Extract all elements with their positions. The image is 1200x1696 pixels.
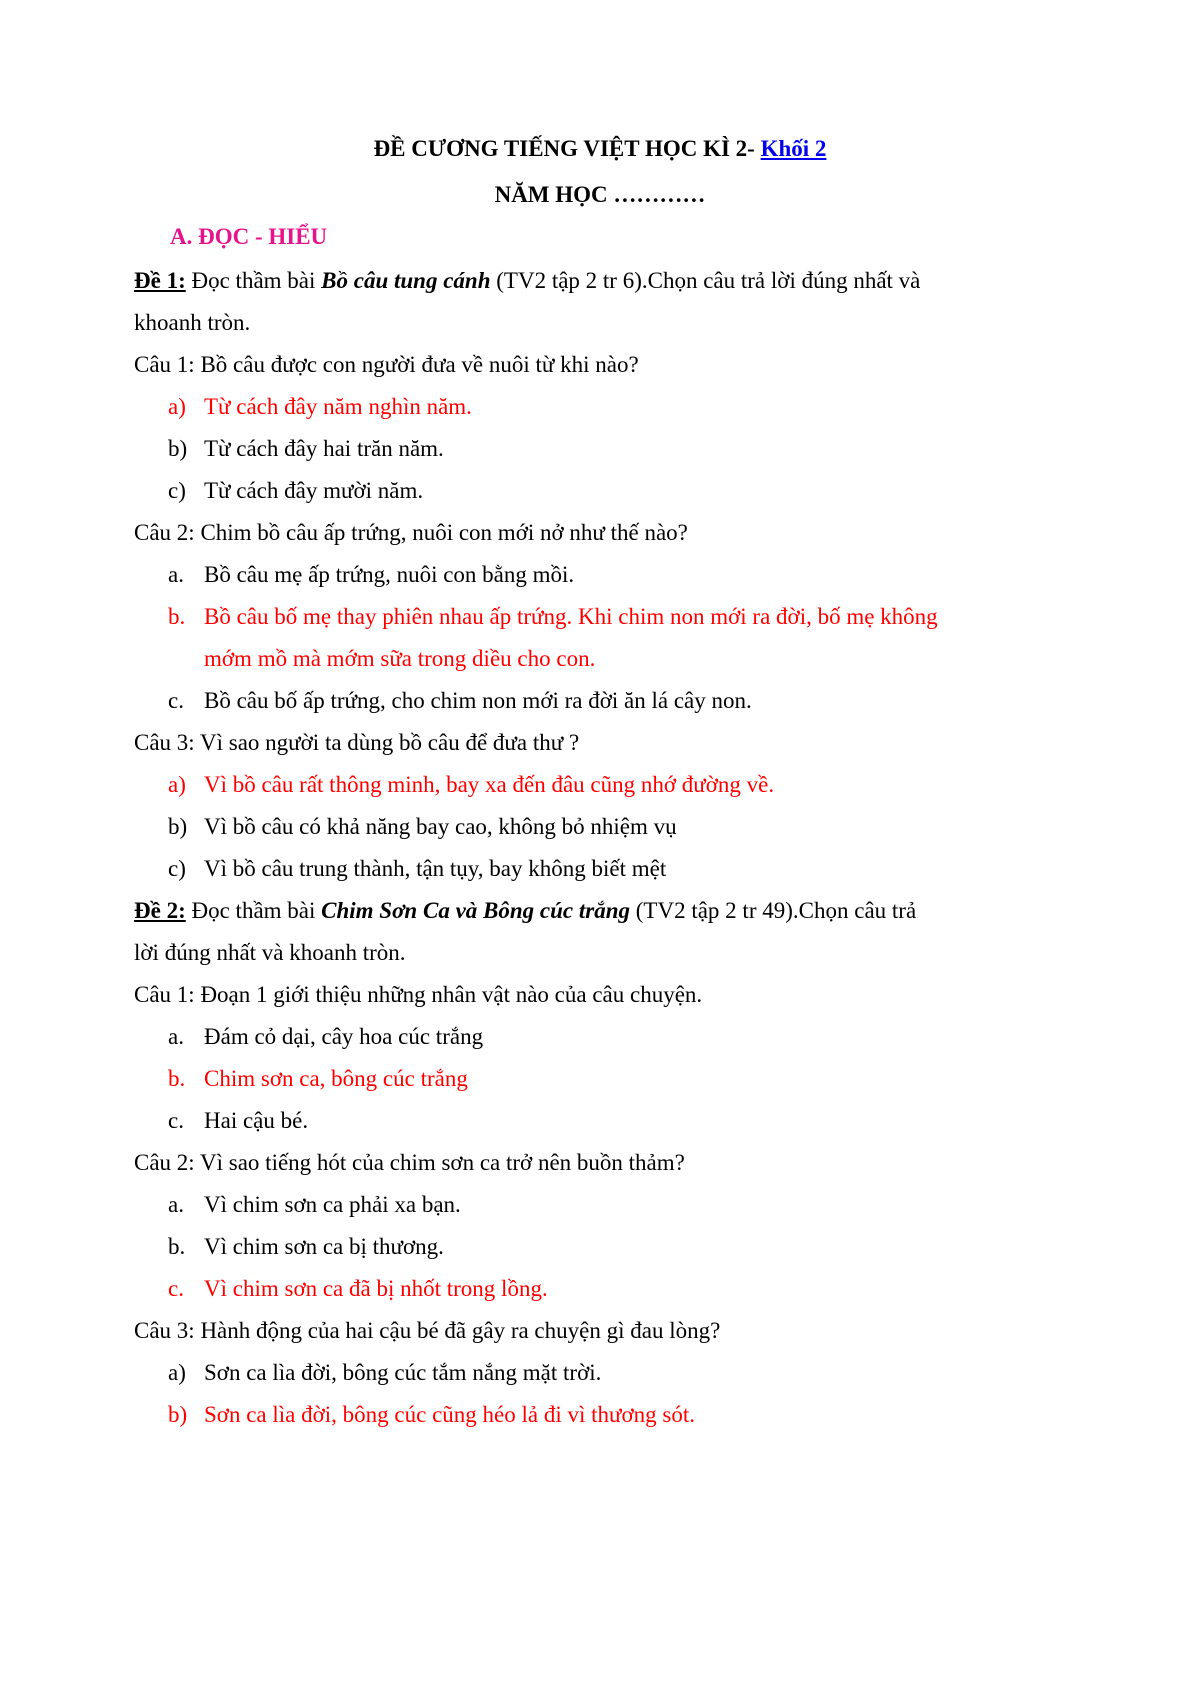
option-marker: c. [168,1276,184,1301]
de1-q1-option-c [168,476,423,506]
option-text: Đám cỏ dại, cây hoa cúc trắng [204,1024,484,1049]
de1-q2-option-b-line2: mớm mồ mà mớm sữa trong diều cho con. [204,646,596,671]
option-marker: b) [168,436,188,461]
school-year: NĂM HỌC ………… [494,182,706,207]
de2-q3: Câu 3: Hành động của hai cậu bé đã gây ra chuyện gì đau lòng? [134,1318,721,1343]
de2-q3-option-b [168,1400,695,1430]
option-text: Bồ câu bố mẹ thay phiên nhau ấp trứng. Khi chim non mới ra đời, bố mẹ không [204,604,938,629]
option-text: Vì chim sơn ca phải xa bạn. [204,1192,461,1217]
de1-label: Đề 1: [134,268,186,293]
de2-intro [134,896,916,926]
de1-q3-option-b [168,812,677,842]
de2-intro-suffix: (TV2 tập 2 tr 49).Chọn câu trả [630,898,917,923]
option-text: Bồ câu bố ấp trứng, cho chim non mới ra đời ăn lá cây non. [204,688,752,713]
option-text: Vì bồ câu rất thông minh, bay xa đến đâu cũng nhớ đường về. [204,772,775,797]
de2-story-title: Chim Sơn Ca và Bông cúc trắng [321,898,631,923]
option-marker: c. [168,688,184,713]
option-text: Bồ câu mẹ ấp trứng, nuôi con bằng mồi. [204,562,575,587]
option-text: Vì bồ câu có khả năng bay cao, không bỏ nhiệm vụ [204,814,677,839]
de1-q2-option-a [168,560,574,590]
option-text: Từ cách đây hai trăn năm. [204,436,444,461]
de2-intro-line2: lời đúng nhất và khoanh tròn. [134,940,406,965]
de1-q1: Câu 1: Bồ câu được con người đưa về nuôi từ khi nào? [134,352,639,377]
de2-q2-option-a [168,1190,461,1220]
option-text: Vì chim sơn ca đã bị nhốt trong lồng. [204,1276,548,1301]
de2-label: Đề 2: [134,898,186,923]
de2-q2: Câu 2: Vì sao tiếng hót của chim sơn ca trở nên buồn thảm? [134,1150,685,1175]
de2-q1-option-a [168,1022,483,1052]
option-marker: a. [168,1192,184,1217]
de1-q3-option-c [168,854,666,884]
de1-intro-suffix: (TV2 tập 2 tr 6).Chọn câu trả lời đúng nhất và [490,268,921,293]
option-text: Chim sơn ca, bông cúc trắng [204,1066,468,1091]
de1-q1-option-a [168,392,472,422]
de2-q2-option-c [168,1274,548,1304]
de1-intro-line2: khoanh tròn. [134,310,251,335]
option-marker: b. [168,1066,186,1091]
option-marker: a) [168,772,186,797]
de2-q1-option-c [168,1106,308,1136]
option-marker: c. [168,1108,184,1133]
option-marker: b) [168,1402,188,1427]
de1-q3-option-a [168,770,774,800]
option-marker: c) [168,856,186,881]
option-marker: a. [168,1024,184,1049]
option-text: Sơn ca lìa đời, bông cúc tắm nắng mặt trời. [204,1360,602,1385]
option-text: Sơn ca lìa đời, bông cúc cũng héo lả đi vì thương sót. [204,1402,695,1427]
de1-intro-prefix: Đọc thầm bài [185,268,322,293]
de1-intro [134,266,920,296]
option-text: Vì chim sơn ca bị thương. [204,1234,444,1259]
option-marker: b. [168,1234,186,1259]
de2-q3-option-a [168,1358,601,1388]
de1-q2-option-b [168,602,938,632]
option-marker: b) [168,814,188,839]
de2-q1-option-b [168,1064,468,1094]
de1-q1-option-b [168,434,444,464]
de2-q2-option-b [168,1232,444,1262]
option-text: Vì bồ câu trung thành, tận tụy, bay không biết mệt [204,856,667,881]
option-marker: a) [168,394,186,419]
document-title [0,134,1200,164]
de1-story-title: Bồ câu tung cánh [321,268,491,293]
de2-q1: Câu 1: Đoạn 1 giới thiệu những nhân vật nào của câu chuyện. [134,982,703,1007]
section-a-heading: A. ĐỌC - HIỂU [170,224,328,249]
de2-intro-prefix: Đọc thầm bài [185,898,322,923]
option-marker: a. [168,562,184,587]
de1-q2-option-c [168,686,752,716]
option-marker: a) [168,1360,186,1385]
option-text: Từ cách đây năm nghìn năm. [204,394,472,419]
grade-link[interactable]: Khối 2 [760,136,827,161]
option-marker: b. [168,604,186,629]
title-text: ĐỀ CƯƠNG TIẾNG VIỆT HỌC KÌ 2- [373,136,761,161]
de1-q3: Câu 3: Vì sao người ta dùng bồ câu để đưa thư ? [134,730,580,755]
de1-q2: Câu 2: Chim bồ câu ấp trứng, nuôi con mới nở như thế nào? [134,520,688,545]
option-text: Hai cậu bé. [204,1108,309,1133]
option-text: Từ cách đây mười năm. [204,478,424,503]
option-marker: c) [168,478,186,503]
